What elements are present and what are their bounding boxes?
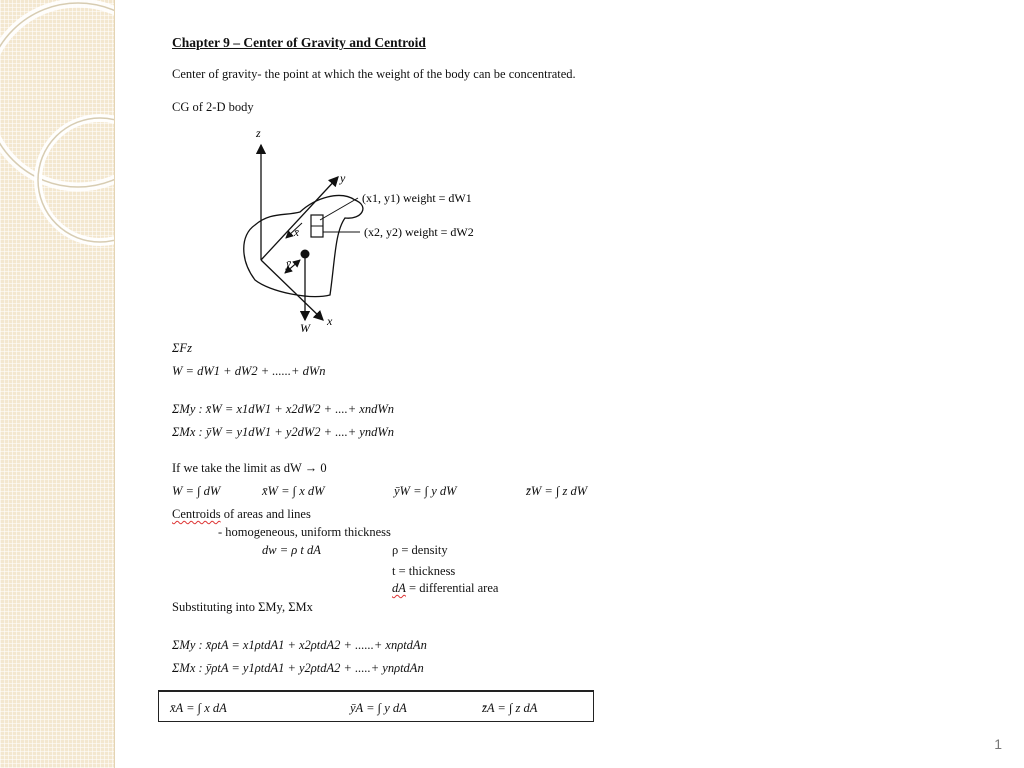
homogeneous-note: - homogeneous, uniform thickness (218, 525, 391, 539)
integral-x: x̄W = ∫ x dW (262, 484, 325, 498)
centroids-heading (172, 507, 311, 522)
integral-w: W = ∫ dW (172, 484, 221, 498)
integral-y: ȳW = ∫ y dW (394, 484, 457, 498)
cg-2d-label: CG of 2-D body (172, 100, 254, 114)
da-definition (392, 581, 498, 596)
weight-sum-equation: W = dW1 + dW2 + ......+ dWn (172, 364, 326, 378)
cg-body-diagram (230, 120, 510, 335)
point2-label: (x2, y2) weight = dW2 (364, 225, 474, 239)
t-definition: t = thickness (392, 564, 456, 578)
moment-x-substituted: ΣMx : ȳρtA = y1ρtdA1 + y2ρtdA2 + .....+ ynρtdAn (172, 661, 424, 675)
centroids-rest: of areas and lines (220, 507, 311, 521)
sum-fz: ΣFz (172, 341, 192, 355)
ybar-label: ȳ (286, 258, 291, 270)
decorative-sidebar (0, 0, 115, 768)
xbar-label: x̄ (294, 227, 299, 239)
weight-label: W (300, 321, 310, 335)
cg-definition: Center of gravity- the point at which the weight of the body can be concentrated. (172, 67, 576, 81)
limit-text: If we take the limit as dW → 0 (172, 461, 327, 475)
x-axis-label: x (327, 314, 333, 328)
moment-y-equation: ΣMy : x̄W = x1dW1 + x2dW2 + ....+ xndWn (172, 402, 395, 416)
box-y-equation: ȳA = ∫ y dA (350, 701, 407, 715)
z-axis-label: z (256, 126, 261, 140)
moment-x-equation: ΣMx : ȳW = y1dW1 + y2dW2 + ....+ yndWn (172, 425, 395, 439)
y-axis-label: y (340, 171, 346, 185)
x-axis (261, 260, 323, 320)
y-axis (261, 177, 338, 260)
dw-definition: dw = ρ t dA (262, 543, 321, 557)
decorative-rings (0, 0, 114, 768)
box-z-equation: z̄A = ∫ z dA (482, 701, 538, 715)
substituting-text: Substituting into ΣMy, ΣMx (172, 600, 313, 614)
rho-definition: ρ = density (392, 543, 448, 557)
da-rest: = differential area (405, 581, 499, 595)
point1-label: (x1, y1) weight = dW1 (362, 191, 472, 205)
page-number: 1 (994, 736, 1002, 752)
da-word: dA (392, 581, 406, 595)
page-title: Chapter 9 – Center of Gravity and Centroid (172, 35, 426, 50)
moment-y-substituted: ΣMy : x̄ρtA = x1ρtdA1 + x2ρtdA2 + ......+ xnρtdAn (172, 638, 427, 652)
integral-z: z̄W = ∫ z dW (526, 484, 588, 498)
box-x-equation: x̄A = ∫ x dA (170, 701, 227, 715)
centroids-word: Centroids (172, 507, 221, 521)
